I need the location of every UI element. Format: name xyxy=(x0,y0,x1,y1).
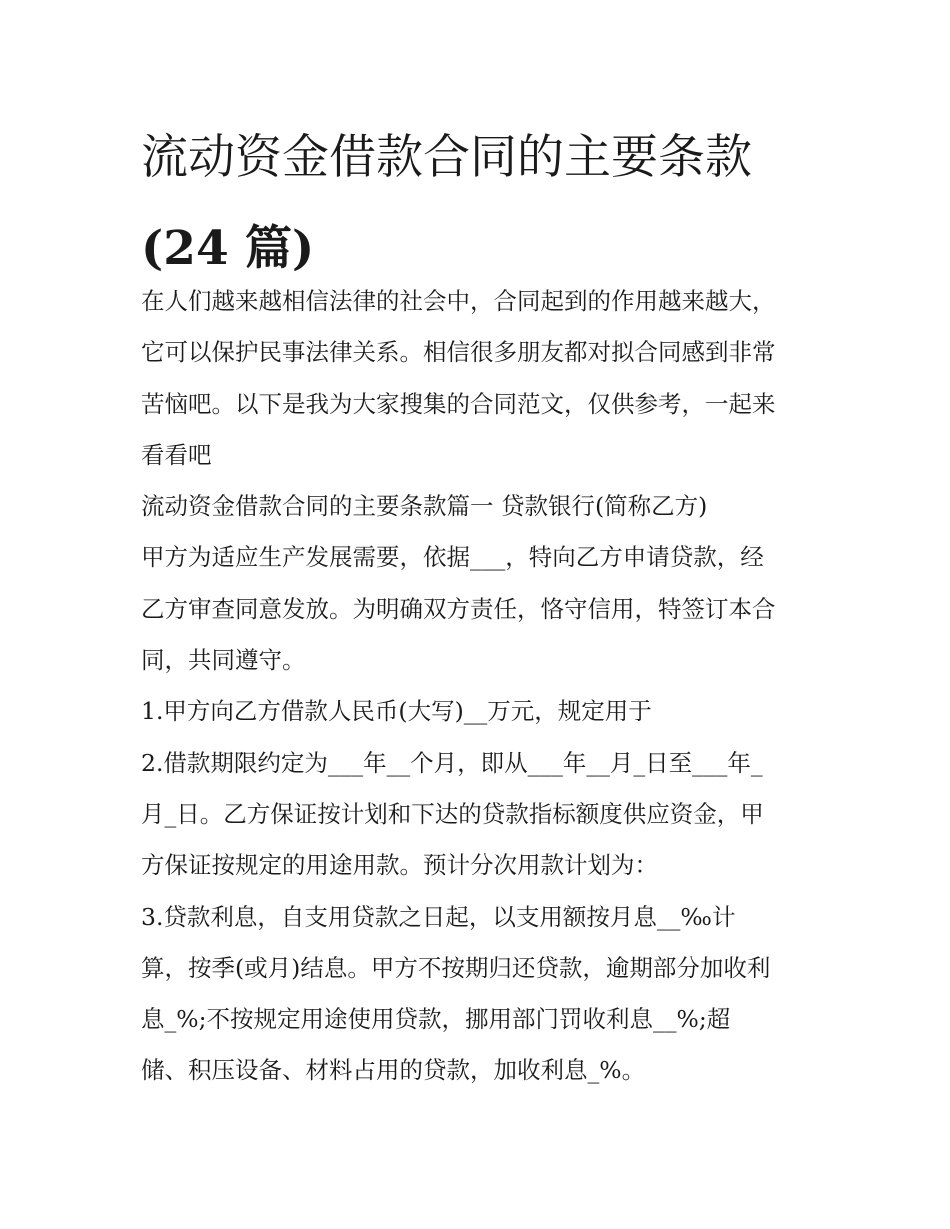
body-line: 方保证按规定的用途用款。预计分次用款计划为： xyxy=(141,851,658,880)
body-line: 乙方审查同意发放。为明确双方责任，恪守信用，特签订本合 xyxy=(141,594,776,623)
document-body xyxy=(141,276,816,1097)
body-line: 同，共同遵守。 xyxy=(141,646,306,675)
title-main: 流动资金借款合同的主要条款 xyxy=(141,130,752,185)
body-line: 它可以保护民事法律关系。相信很多朋友都对拟合同感到非常 xyxy=(141,338,776,367)
body-line: 看看吧 xyxy=(141,440,212,469)
body-line: 储、积压设备、材料占用的贷款，加收利息_%。 xyxy=(141,1056,646,1085)
body-line: 算，按季(或月)结息。甲方不按期归还贷款，逾期部分加收利 xyxy=(141,953,771,982)
title-suffix: (24 篇) xyxy=(141,221,315,276)
section-heading-line: 流动资金借款合同的主要条款篇一 贷款银行(简称乙方) xyxy=(141,492,708,521)
body-line: 在人们越来越相信法律的社会中，合同起到的作用越来越大， xyxy=(141,287,776,315)
body-line: 月_日。乙方保证按计划和下达的贷款指标额度供应资金，甲 xyxy=(141,799,764,828)
clause-line: 2.借款期限约定为___年__个月，即从___年__月_日至___年_ xyxy=(141,748,763,777)
clause-line: 1.甲方向乙方借款人民币(大写)__万元，规定用于 xyxy=(141,697,652,726)
clause-line: 3.贷款利息，自支用贷款之日起，以支用额按月息__‰计 xyxy=(141,902,736,931)
body-line: 甲方为适应生产发展需要，依据___，特向乙方申请贷款，经 xyxy=(141,543,764,572)
body-line: 苦恼吧。以下是我为大家搜集的合同范文，仅供参考，一起来 xyxy=(141,389,776,418)
body-line: 息_%;不按规定用途使用贷款，挪用部门罚收利息__%;超 xyxy=(141,1005,731,1034)
document-title xyxy=(141,112,831,294)
